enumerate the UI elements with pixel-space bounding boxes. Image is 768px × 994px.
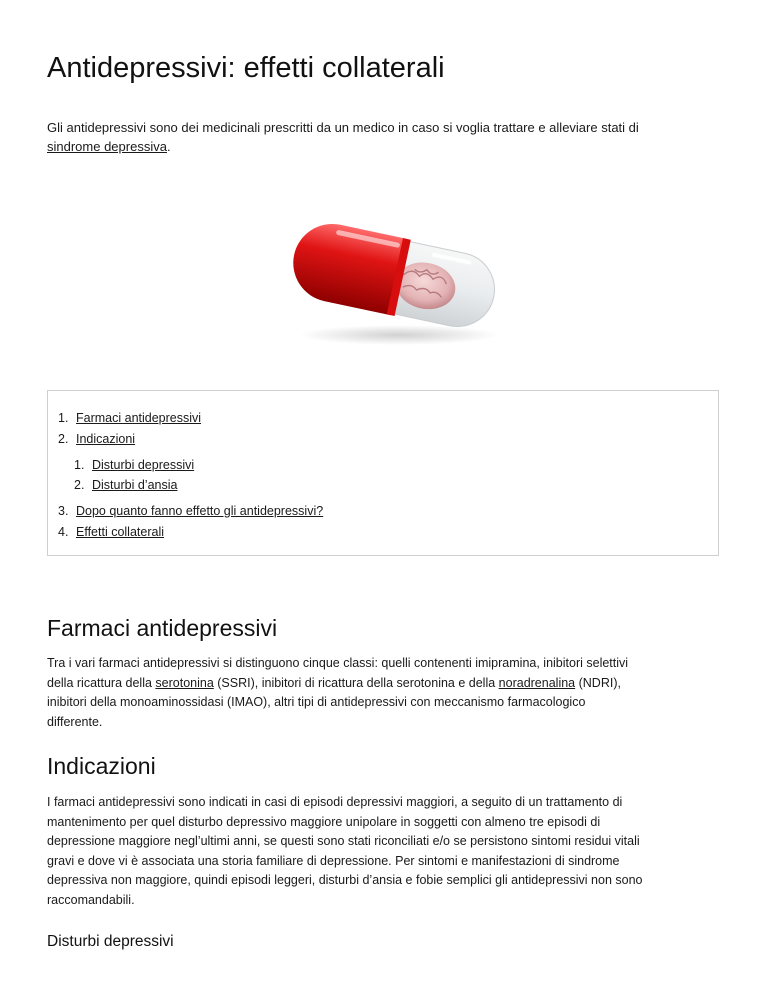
heading-farmaci-antidepressivi: Farmaci antidepressivi <box>47 615 278 641</box>
toc-number: 4. <box>58 525 69 539</box>
table-of-contents <box>47 390 719 556</box>
paragraph-farmaci <box>47 654 721 732</box>
paragraph-text: (NDRI), <box>578 675 621 690</box>
intro-text-end: . <box>166 139 171 154</box>
toc-link-dopo-quanto[interactable]: Dopo quanto fanno effetto gli antidepressivi? <box>76 504 324 518</box>
heading-disturbi-depressivi: Disturbi depressivi <box>47 933 174 950</box>
heading-indicazioni: Indicazioni <box>47 753 156 779</box>
toc-link-indicazioni[interactable]: Indicazioni <box>76 432 136 446</box>
paragraph-indicazioni <box>47 793 721 910</box>
paragraph-text: (SSRI), inibitori di ricattura della serotonina e della <box>217 675 496 690</box>
toc-link-farmaci-antidepressivi[interactable]: Farmaci antidepressivi <box>76 411 202 425</box>
toc-item-effetti <box>58 525 164 539</box>
toc-link-effetti-collaterali[interactable]: Effetti collaterali <box>76 525 165 539</box>
toc-number: 1. <box>58 411 69 425</box>
toc-item-farmaci <box>58 411 201 425</box>
toc-number: 2. <box>74 478 85 492</box>
intro-text: Gli antidepressivi sono dei medicinali prescritti da un medico in caso si voglia trattare e alleviare stati di <box>47 120 639 135</box>
paragraph-line: depressione maggiore negl’ultimi anni, se questi sono stati riconciliati e/o se persistono sintomi residui vitali <box>47 834 640 848</box>
toc-subitem-disturbi-depressivi <box>74 458 194 472</box>
paragraph-text: Tra i vari farmaci antidepressivi si distinguono cinque classi: quelli contenenti imipramina, inibitori selettivi <box>47 656 629 670</box>
paragraph-text: differente. <box>47 714 103 729</box>
paragraph-text: della ricattura della <box>47 675 152 690</box>
toc-link-disturbi-depressivi[interactable]: Disturbi depressivi <box>92 458 195 472</box>
intro-paragraph <box>47 118 721 156</box>
capsule-brain-image <box>269 200 509 350</box>
toc-number: 1. <box>74 458 85 472</box>
toc-link-disturbi-ansia[interactable]: Disturbi d’ansia <box>92 478 178 492</box>
paragraph-text: inibitori della monoaminossidasi (IMAO), altri tipi di antidepressivi con meccanismo farmacologico <box>47 695 586 709</box>
paragraph-line: mantenimento per quel disturbo depressivo maggiore unipolare in soggetti con almeno tre episodi di <box>47 814 601 829</box>
capsule-illustration <box>269 200 509 350</box>
paragraph-line: I farmaci antidepressivi sono indicati in casi di episodi depressivi maggiori, a seguito di un trattamento di <box>47 795 623 809</box>
paragraph-line: gravi e dove vi è associata una storia familiare di depressione. Per sintomi e manifestazioni di sindrome <box>47 853 620 868</box>
toc-number: 3. <box>58 504 69 518</box>
paragraph-line: depressiva non maggiore, quindi episodi leggeri, disturbi d’ansia e fobie semplici gli antidepressivi non sono <box>47 873 643 887</box>
paragraph-line: raccomandabili. <box>47 892 135 907</box>
page-title: Antidepressivi: effetti collaterali <box>47 52 445 84</box>
toc-subitem-disturbi-ansia <box>74 478 177 492</box>
toc-item-indicazioni <box>58 432 135 446</box>
toc-number: 2. <box>58 432 69 446</box>
toc-item-dopo-quanto <box>58 504 323 518</box>
link-sindrome-depressiva[interactable]: sindrome depressiva <box>47 139 167 154</box>
link-serotonina[interactable]: serotonina <box>155 675 214 690</box>
link-noradrenalina[interactable]: noradrenalina <box>498 675 576 690</box>
